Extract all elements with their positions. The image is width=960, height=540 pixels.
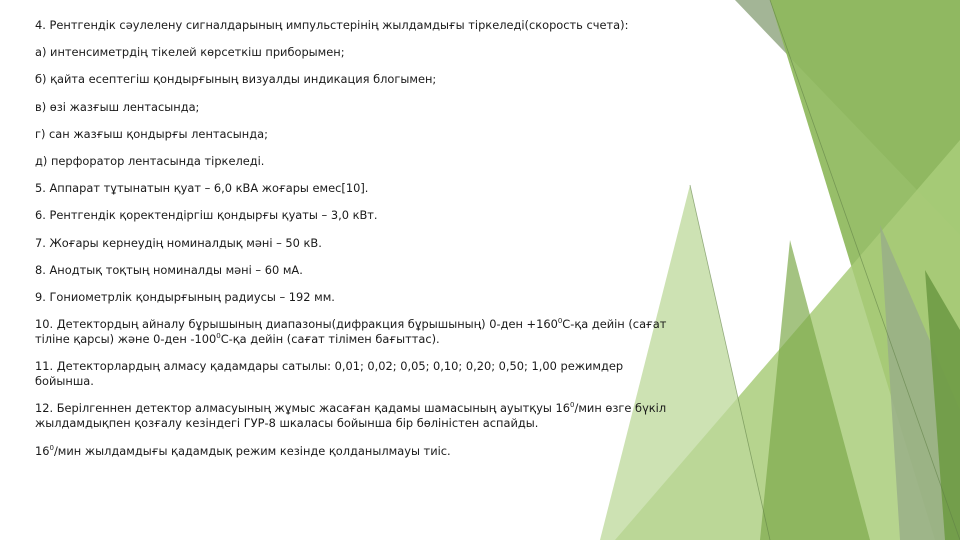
text-line: 5. Аппарат тұтынатын қуат – 6,0 кВА жоғары емес[10]. (35, 181, 369, 196)
text-segment: С-қа дейін (сағат тілімен бағыттас). (220, 332, 440, 347)
text-line-deviation (35, 401, 675, 431)
degree-superscript: 0 (570, 401, 575, 410)
slide-text-body (35, 18, 675, 471)
text-segment: 16 (35, 443, 50, 458)
text-line: 6. Рентгендік қоректендіргіш қондырғы қуаты – 3,0 кВт. (35, 208, 378, 223)
text-line-rotation-range (35, 317, 675, 347)
text-line: 8. Анодтық тоқтың номиналды мәні – 60 мА. (35, 262, 303, 277)
text-line: б) қайта есептегіш қондырғының визуалды индикация блогымен; (35, 72, 437, 87)
degree-superscript: 0 (216, 332, 221, 341)
degree-superscript: 0 (557, 317, 563, 326)
text-segment: С-қа дейін (сағат тіліне қарсы) және 0-ден -100 (35, 317, 671, 347)
text-line: 7. Жоғары кернеудің номиналдық мәні – 50 кВ. (35, 235, 322, 250)
text-line-speed-note (35, 444, 675, 459)
text-line: 4. Рентгендік сәулелену сигналдарының импульстерінің жылдамдығы тіркеледі(скорость счета): (35, 18, 629, 32)
text-segment: /мин өзге бүкіл жылдамдықпен қозғалу кезіндегі ГУР-8 шкаласы бойынша бір бөліністен аспайды. (35, 401, 670, 431)
degree-superscript: 0 (49, 443, 54, 452)
text-segment: /мин жылдамдығы қадамдық режим кезінде қолданылмауы тиіс. (53, 443, 451, 458)
text-segment: 12. Берілгеннен детектор алмасуының жұмыс жасаған қадамы шамасының ауытқуы 16 (35, 401, 571, 416)
text-line: г) сан жазғыш қондырғы лентасында; (35, 126, 268, 141)
text-segment: 10. Детектордың айналу бұрышының диапазоны(дифракция бұрышының) 0-ден +160 (35, 317, 558, 332)
text-line: 9. Гониометрлік қондырғының радиусы – 192 мм. (35, 289, 335, 304)
text-line: д) перфоратор лентасында тіркеледі. (35, 153, 265, 168)
text-line-step-modes: 11. Детекторлардың алмасу қадамдары сатылы: 0,01; 0,02; 0,05; 0,10; 0,20; 0,50; 1,00 режимдер бойынша. (35, 359, 627, 389)
text-line: а) интенсиметрдің тікелей көрсеткіш приборымен; (35, 45, 345, 60)
text-line: в) өзі жазғыш лентасында; (35, 99, 200, 114)
